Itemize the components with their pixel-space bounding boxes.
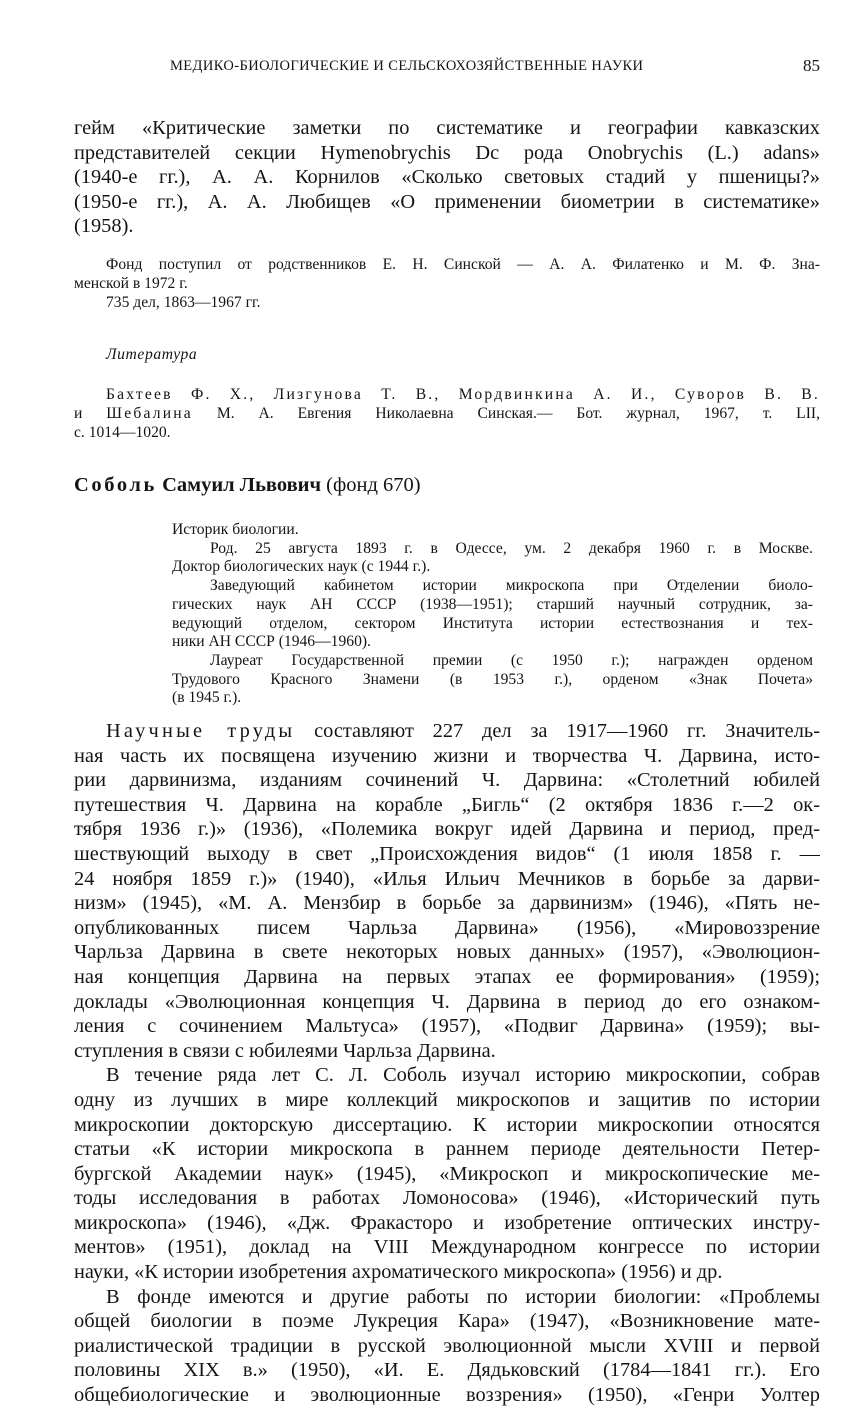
literature-author: Шебалина <box>106 405 193 422</box>
text-line: с. 1014—1020. <box>74 424 171 441</box>
text-line: микроскопа» (1946), «Дж. Фракасторо и изобретение оптических инстру- <box>74 1211 820 1234</box>
text-line: Фонд поступил от родственников Е. Н. Синской — А. А. Филатенко и М. Ф. Зна- <box>106 256 820 273</box>
text-line: микроскопии докторскую диссертацию. К истории микроскопии относятся <box>74 1113 820 1136</box>
citation-text: М. А. Евгения Николаевна Синская.— Бот. журнал, 1967, т. LII, <box>216 405 820 422</box>
literature-list <box>74 385 820 442</box>
previous-entry-continuation <box>74 116 820 239</box>
text-line: гейм «Критические заметки по систематике и географии кавказских <box>74 117 820 139</box>
text-line: ступления в связи с юбилеями Чарльза Дарвина. <box>74 1039 496 1062</box>
text-line: гических наук АН СССР (1938—1951); старший научный сотрудник, за- <box>172 595 813 613</box>
text-line: представителей секции Hymenobrychis Dc рода Onobrychis (L.) adans» <box>74 141 820 164</box>
works-lead: Научные труды <box>106 720 296 742</box>
text-line <box>74 719 820 744</box>
text-line: Лауреат Государственной премии (с 1950 г.); награжден орденом <box>210 651 813 669</box>
text-line: бургской Академии наук» (1945), «Микроскоп и микроскопические ме- <box>74 1162 820 1185</box>
text-line: общей биологии в поэме Лукреция Кара» (1947), «Возникновение мате- <box>74 1310 820 1333</box>
text-line: В фонде имеются и другие работы по истории биологии: «Проблемы <box>106 1285 820 1308</box>
running-title: МЕДИКО-БИОЛОГИЧЕСКИЕ И СЕЛЬСКОХОЗЯЙСТВЕННЫЕ НАУКИ <box>170 58 644 74</box>
text-line: шествующий выходу в свет „Происхождения видов“ (1 июля 1858 г. — <box>74 842 820 865</box>
text-line: рии дарвинизма, изданиям сочинений Ч. Дарвина: «Столетний юбилей <box>74 769 820 792</box>
text-line: Род. 25 августа 1893 г. в Одессе, ум. 2 декабря 1960 г. в Москве. <box>210 539 813 557</box>
text-line: (1940-е гг.), А. А. Корнилов «Сколько световых стадий у пшеницы?» <box>74 166 820 189</box>
text-line: общебиологические и эволюционные воззрения» (1950), «Генри Уолтер <box>74 1384 820 1407</box>
biography <box>172 521 813 708</box>
text-line: статьи «К истории микроскопа в раннем периоде деятельности Петер- <box>74 1138 820 1161</box>
entry-surname: Соболь <box>74 474 157 496</box>
running-head <box>74 58 820 82</box>
text-line: ления с сочинением Мальтуса» (1957), «Подвиг Дарвина» (1959); вы- <box>74 1015 820 1038</box>
text-line: (1950-е гг.), А. А. Любищев «О применении биометрии в систематике» <box>74 190 820 213</box>
text-line: ментов» (1951), доклад на VIII Международном конгрессе по истории <box>74 1236 820 1259</box>
literature-authors: Бахтеев Ф. Х., Лизгунова Т. В., Мордвинкина А. И., Суворов В. В. <box>106 386 820 403</box>
text-line: науки, «К истории изобретения ахроматического микроскопа» (1956) и др. <box>74 1261 723 1284</box>
text-line: ная концепция Дарвина на первых этапах ее формирования» (1959); <box>74 965 820 988</box>
entry-heading <box>74 474 820 497</box>
entry-given-names: Самуил Львович <box>162 474 322 496</box>
text-line: Историк биологии. <box>172 521 299 538</box>
text-line: риалистической традиции в русской эволюционной мысли XVIII и первой <box>74 1334 820 1357</box>
text-line: ведующий отделом, сектором Института истории естествознания и тех- <box>172 614 813 632</box>
text-line: Трудового Красного Знамени (в 1953 г.), орденом «Знак Почета» <box>172 670 813 688</box>
text-line: половины XIX в.» (1950), «И. Е. Дядьковский (1784—1841 гг.). Его <box>74 1359 820 1382</box>
text-line: ники АН СССР (1946—1960). <box>172 633 371 651</box>
text-line: 24 ноября 1859 г.)» (1940), «Илья Ильич Мечников в борьбе за дарви- <box>74 867 820 890</box>
text-line: Доктор биологических наук (с 1944 г.). <box>172 558 431 576</box>
text-line: одну из лучших в мире коллекций микроскопов и защитив по истории <box>74 1088 820 1111</box>
text-line: менской в 1972 г. <box>74 275 188 292</box>
works-description <box>74 719 820 1408</box>
text-line: В течение ряда лет С. Л. Соболь изучал историю микроскопии, собрав <box>106 1064 820 1087</box>
text-line: тоды исследования в работах Ломоносова» (1946), «Исторический путь <box>74 1187 820 1210</box>
text-line: ная часть их посвящена изучению жизни и творчества Ч. Дарвина, исто- <box>74 744 820 767</box>
text-line: путешествия Ч. Дарвина на корабле „Бигль“ (2 октября 1836 г.—2 ок- <box>74 793 820 816</box>
conjunction: и <box>74 405 83 422</box>
text-line: Чарльза Дарвина в свете некоторых новых данных» (1957), «Эволюцион- <box>74 941 820 964</box>
fund-info <box>74 255 820 312</box>
text-line <box>74 404 820 423</box>
text-line: опубликованных писем Чарльза Дарвина» (1956), «Мировоззрение <box>74 916 820 939</box>
text-line: доклады «Эволюционная концепция Ч. Дарвина в период до его ознаком- <box>74 990 820 1013</box>
text-line: (1958). <box>74 215 134 238</box>
text-line: низм» (1945), «М. А. Мензбир в борьбе за дарвинизм» (1946), «Пять не- <box>74 892 820 915</box>
works-first-line: составляют 227 дел за 1917—1960 гг. Значитель- <box>314 720 820 742</box>
literature-heading: Литература <box>106 346 198 363</box>
text-line: (в 1945 г.). <box>172 689 242 707</box>
text-line: тября 1936 г.)» (1936), «Полемика вокруг идей Дарвина и период, пред- <box>74 818 820 841</box>
entry-fund-number: (фонд 670) <box>326 474 421 496</box>
page-number: 85 <box>803 56 820 75</box>
text-line: 735 дел, 1863—1967 гг. <box>106 294 261 311</box>
text-line: Заведующий кабинетом истории микроскопа при Отделении биоло- <box>210 577 813 595</box>
